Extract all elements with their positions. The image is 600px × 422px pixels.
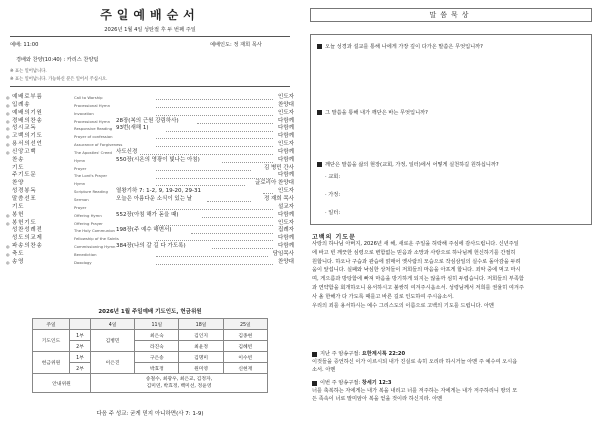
- leader-dots: [156, 99, 273, 100]
- table-cell: 안내위원: [33, 374, 91, 393]
- order-row: [6, 110, 294, 118]
- leader-dots: [202, 217, 274, 218]
- order-responsible: 김 병민 간사: [263, 164, 294, 171]
- confession-prayer-title: 고백의 기도문: [312, 234, 356, 241]
- order-title: 송영: [12, 258, 25, 265]
- table-cell: 신현재: [223, 363, 267, 374]
- order-english: Commissioning Hymn: [74, 244, 116, 250]
- leader-dots: [156, 225, 273, 226]
- order-english: Hymn: [74, 157, 86, 163]
- table-row: [33, 374, 268, 393]
- table-cell: 김종현: [223, 330, 267, 341]
- practice-home: · 가정:: [325, 192, 341, 198]
- order-title: 신앙고백: [12, 148, 37, 155]
- leader-dots: [156, 138, 273, 139]
- order-row: [6, 157, 294, 165]
- order-responsible: 찬양대: [278, 258, 294, 265]
- order-mark: ◎: [6, 142, 10, 148]
- leader-dots: [156, 170, 251, 171]
- this-week-verse-text: 너를 축복하는 자에게는 내가 복을 내리고 너를 저주하는 자에게는 내가 저주하리니 땅의 모 든 족속이 너로 말미암아 복을 얻을 것이라 하신지라. 아멘: [312, 388, 518, 402]
- order-mark: ◎: [6, 212, 10, 218]
- this-week-verse-heading: 이번 주 암송구절: 창세기 12:3: [320, 380, 392, 386]
- order-english: Call to Worship: [74, 95, 103, 100]
- table-cell: 최윤정: [179, 341, 223, 352]
- note-line: ※ 표는 일어납니다. 가능하신 분은 일어서 주십시오.: [10, 77, 108, 82]
- leader-dots: [156, 185, 245, 186]
- leader-dots: [212, 248, 273, 249]
- order-title: 입례송: [12, 101, 31, 108]
- order-title: 예배로부름: [12, 94, 43, 100]
- checkbox-square-icon: [317, 162, 322, 167]
- order-title: 파송의찬송: [12, 243, 43, 250]
- order-title: 기도: [12, 203, 25, 210]
- table-cell: 이수빈: [223, 352, 267, 363]
- duty-table-title: 2026년 1월 주일예배 기도인도, 헌금위원: [98, 309, 202, 315]
- order-content: 552장(아침 해가 돋을 때): [116, 211, 179, 218]
- order-title: 고백의기도: [12, 133, 43, 140]
- order-responsible: 다함께: [278, 243, 294, 250]
- divider: [10, 86, 290, 87]
- order-english: Prayer: [74, 204, 87, 210]
- checkbox-square-icon: [317, 110, 322, 115]
- leader-dots: [156, 264, 273, 265]
- order-title: 축도: [12, 250, 25, 257]
- table-cell: 김인지: [179, 330, 223, 341]
- order-content: 384장(나의 갈 길 다 가도록): [116, 243, 186, 250]
- order-row: [6, 125, 294, 133]
- order-english: Offering Prayer: [74, 220, 103, 226]
- order-english: Responsive Reading: [74, 126, 113, 132]
- table-header-cell: 4일: [91, 319, 135, 330]
- order-mark: ◎: [6, 251, 10, 257]
- table-cell: 2부: [70, 341, 91, 352]
- order-row: [6, 165, 294, 173]
- order-title: 봉헌기도: [12, 219, 37, 226]
- order-title: 봉헌: [12, 211, 25, 218]
- order-responsible: 인도자: [278, 141, 294, 148]
- bullet-square-icon: [312, 352, 317, 357]
- order-content: 28장(복의 근원 강림하사): [116, 117, 179, 124]
- order-english: Fellowship of the Saints: [74, 236, 119, 242]
- order-english: Offering Hymn: [74, 212, 102, 218]
- order-title: 주기도문: [12, 172, 37, 179]
- leader-dots: [156, 146, 273, 147]
- guide-names: 송철수, 최광우, 최은교, 김정자,: [145, 377, 213, 382]
- bullet-square-icon: [312, 381, 317, 386]
- order-responsible: 설교자: [278, 203, 294, 210]
- leader-dots: [207, 201, 251, 202]
- order-responsible: 다함께: [278, 125, 294, 132]
- order-responsible: 인도자: [278, 188, 294, 195]
- service-leader: 예배인도: 정 재희 목사: [210, 42, 262, 48]
- order-content: 사도신경: [116, 148, 138, 155]
- order-english: Prayer of confession: [74, 134, 113, 140]
- order-responsible: 다함께: [278, 211, 294, 218]
- order-responsible: 집례자: [278, 227, 294, 234]
- leader-dots: [156, 178, 273, 179]
- order-responsible: 정 재희 목사: [263, 195, 294, 202]
- guide-names: 김미연, 박효정, 백미선, 정윤영: [146, 384, 212, 389]
- order-title: 성찬성례전: [12, 227, 43, 234]
- leader-dots: [156, 209, 273, 210]
- order-responsible: 찬양대: [278, 101, 294, 108]
- order-responsible: 글로리아 찬양대: [255, 180, 294, 187]
- meditation-box: [310, 34, 592, 225]
- order-responsible: 담임목사: [272, 250, 294, 257]
- order-row: [6, 102, 294, 110]
- duty-table: [32, 318, 268, 393]
- table-cell: 이은진: [91, 352, 135, 374]
- order-content: 오늘은 아름다운 소식이 있는 날: [116, 195, 193, 202]
- table-header-cell: 11일: [135, 319, 179, 330]
- table-cell: 최은숙: [135, 330, 179, 341]
- order-responsible: 다함께: [278, 133, 294, 140]
- order-title: 용서의선언: [12, 141, 43, 148]
- practice-church: · 교회:: [325, 174, 341, 180]
- leader-dots: [263, 193, 273, 194]
- order-row: [6, 212, 294, 220]
- order-title: 성도의교제: [12, 235, 43, 242]
- order-row: [6, 227, 294, 235]
- order-content: 550장(시온의 영광이 빛나는 아침): [116, 156, 200, 163]
- table-cell: 기도인도: [33, 330, 70, 352]
- order-content: 93번(새해 1): [116, 125, 149, 132]
- order-content: 열왕기하 7: 1-2, 9, 19-20, 29-31: [116, 188, 202, 195]
- order-row: [6, 172, 294, 180]
- order-row: [6, 259, 294, 267]
- order-row: [6, 188, 294, 196]
- order-row: [6, 243, 294, 251]
- checkbox-square-icon: [317, 44, 322, 49]
- order-title: 경배의찬송: [12, 117, 43, 124]
- order-title: 찬송: [12, 156, 25, 163]
- confession-prayer: 사랑의 하나님 아버지, 2026년 새 해, 새로운 주일을 허락해 주심에 감사드립니다. 신년주일 에 바고 빈 깨끗한 심령으로 변함없는 믿음과 소망과 사랑으로 하나님께 헌신하기를 간절히 원합니다. 하오나 구습과 관습에 얽매어 옛사람의 모습으로 작심삼일의 실수로 돌아감을 두려 움이 앞섭니다. 실패와 낙심한 상처들이 저희들의 마음을 아프게 합니다. 죄악 중에 먹고 마시 며, 게으름과 방탕함에 빠져 마음을 방기하게 되지는 않을까 심히 두렵습니다. 저희들의 부족함 과 연약함을 회개하오니 용서하시고 불쌍히 여겨주시옵소서. 성령님께서 저희를 권율히 여겨주 사 올 한해가 다 가도록 때를고 바른 길로 인도하여 주시옵소서. 우리의 죄를 용서하시는 예수 그리스도의 이름으로 고백의 기도를 드립니다. 아멘: [312, 241, 524, 309]
- last-week-verse-heading: 지난 주 암송구절: 요한계시록 22:20: [320, 351, 406, 357]
- order-responsible: 다함께: [278, 156, 294, 163]
- order-mark: ◎: [6, 220, 10, 226]
- order-english: Doxology: [74, 259, 92, 265]
- table-cell: 1부: [70, 352, 91, 363]
- table-cell: [91, 374, 268, 393]
- leader-dots: [140, 154, 273, 155]
- order-english: Sermon: [74, 196, 89, 202]
- order-english: Scripture Reading: [74, 189, 108, 195]
- table-cell: 박효정: [135, 363, 179, 374]
- table-header-cell: 18일: [179, 319, 223, 330]
- prelude-line: 경배와 찬양(10:40) : 카리스 찬양팀: [16, 57, 99, 63]
- order-row: [6, 204, 294, 212]
- leader-dots: [156, 256, 268, 257]
- table-header-cell: 25일: [223, 319, 267, 330]
- leader-dots: [222, 162, 273, 163]
- order-mark: ◎: [6, 102, 10, 108]
- service-date: 2026년 1월 4일 성탄절 후 두 번째 주일: [104, 27, 196, 33]
- order-english: Prayer: [74, 165, 87, 171]
- order-row: [6, 235, 294, 243]
- leader-dots: [156, 240, 273, 241]
- order-title: 성경봉독: [12, 188, 37, 195]
- meditation-title: 말씀묵상: [310, 8, 592, 22]
- table-cell: 김혜빈: [223, 341, 267, 352]
- order-mark: ◎: [6, 126, 10, 132]
- order-english: Benediction: [74, 251, 97, 257]
- order-responsible: 인도자: [278, 219, 294, 226]
- order-title: 성시교독: [12, 125, 37, 132]
- page-title: 주일예배순서: [100, 8, 200, 22]
- practice-work: · 일터:: [325, 210, 341, 216]
- order-responsible: 인도자: [278, 94, 294, 100]
- order-row: [6, 149, 294, 157]
- table-cell: 원미영: [179, 363, 223, 374]
- divider: [10, 36, 290, 37]
- last-week-verse-text: 이것들을 증언하신 이가 이르시되 내가 진실로 속히 오리라 하시거늘 아멘 주 예수여 오시옵 소서. 아멘: [312, 359, 518, 373]
- order-row: [6, 118, 294, 126]
- order-english: The Lord's Prayer: [74, 173, 108, 179]
- note-line: ※ 표는 일어납니다.: [10, 69, 47, 74]
- order-english: Hymn: [74, 181, 86, 187]
- order-mark: ◎: [6, 95, 10, 100]
- order-responsible: 다함께: [278, 235, 294, 242]
- table-cell: 김병민: [91, 330, 135, 352]
- order-row: [6, 141, 294, 149]
- order-mark: ◎: [6, 244, 10, 250]
- order-title: 말씀선포: [12, 195, 37, 202]
- question-3: 깨닫은 말씀을 삶의 현장(교회, 가정, 일터)에서 어떻게 실천하길 원하십니까?: [317, 161, 499, 168]
- table-cell: 김명미: [179, 352, 223, 363]
- leader-dots: [166, 131, 273, 132]
- order-mark: ◎: [6, 110, 10, 116]
- order-english: Invocation: [74, 110, 94, 116]
- leader-dots: [156, 115, 273, 116]
- order-row: [6, 180, 294, 188]
- table-cell: 헌금위원: [33, 352, 70, 374]
- table-row: [33, 352, 268, 363]
- table-row: [33, 330, 268, 341]
- worship-order-list: [6, 94, 294, 267]
- order-row: [6, 251, 294, 259]
- table-cell: 구은송: [135, 352, 179, 363]
- order-english: Assurance of Forgiveness: [74, 142, 123, 148]
- order-row: [6, 94, 294, 102]
- order-mark: ◎: [6, 259, 10, 265]
- table-header-cell: 주일: [33, 319, 70, 330]
- leader-dots: [191, 233, 273, 234]
- order-row: [6, 133, 294, 141]
- table-cell: 라진숙: [135, 341, 179, 352]
- order-mark: ◎: [6, 149, 10, 155]
- table-header-cell: [70, 319, 91, 330]
- question-1: 오늘 성경과 설교를 통해 나에게 가장 깊이 다가온 말씀은 무엇입니까?: [317, 43, 483, 50]
- order-english: The Holy Communion: [74, 228, 115, 234]
- table-row: [33, 319, 268, 330]
- order-row: [6, 196, 294, 204]
- leader-dots: [197, 123, 274, 124]
- order-english: Processional Hymn: [74, 118, 110, 124]
- question-2: 그 말씀을 통해 내가 깨닫은 바는 무엇입니까?: [317, 109, 428, 116]
- order-mark: ◎: [6, 134, 10, 140]
- order-english: Processional Hymn: [74, 102, 110, 108]
- order-mark: ◎: [6, 118, 10, 124]
- order-content: 198장(주 예수 해변서): [116, 227, 172, 234]
- order-english: The Apostles' Creed: [74, 149, 112, 155]
- order-responsible: 다함께: [278, 117, 294, 124]
- table-cell: 2부: [70, 363, 91, 374]
- leader-dots: [156, 107, 273, 108]
- order-responsible: 다함께: [278, 148, 294, 155]
- order-title: 찬양: [12, 180, 25, 187]
- order-responsible: 다함께: [278, 172, 294, 179]
- service-time: 예배: 11:00: [10, 42, 39, 48]
- order-responsible: 인도자: [278, 109, 294, 116]
- order-title: 예배의기원: [12, 109, 43, 116]
- order-title: 기도: [12, 164, 25, 171]
- next-week-verse: 다음 주 성교: 굳게 믿지 아니하면(사 7: 1-9): [96, 411, 204, 417]
- table-cell: 1부: [70, 330, 91, 341]
